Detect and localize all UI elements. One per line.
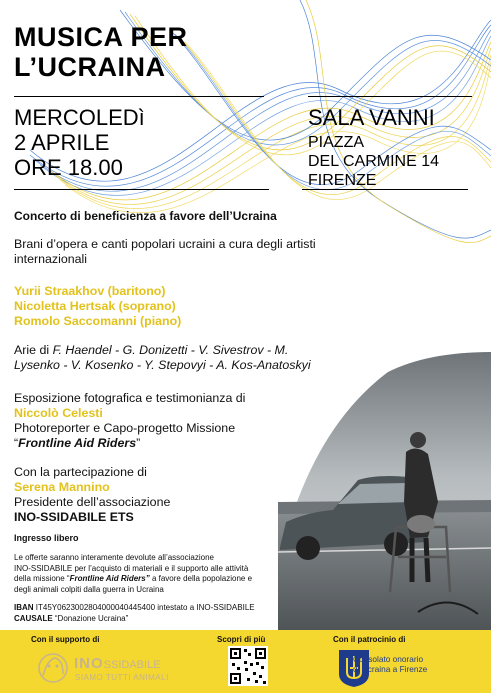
arias-prefix: Arie di (14, 343, 53, 357)
artist-2: Nicoletta Hertsak (soprano) (14, 299, 176, 313)
guest-role: Presidente dell’associazione (14, 495, 171, 509)
qr-code-icon[interactable] (228, 646, 268, 686)
venue-name: SALA VANNI (308, 105, 435, 130)
concert-subtitle: Concerto di beneficienza a favore dell’Ucraina (14, 209, 277, 223)
guest-organization: INO-SSIDABILE ETS (14, 510, 134, 524)
donation-line-3: della missione “Frontline Aid Riders” a favore della popolazione e (14, 574, 253, 583)
consulate-line-1: Consolato onorario (353, 654, 424, 664)
title-line-2: L’UCRAINA (14, 52, 166, 82)
venue-address-line-2: DEL CARMINE 14 (308, 153, 439, 170)
ino-ssidabile-tagline: SIAMO TUTTI ANIMALI (75, 673, 169, 682)
divider-bottom-left (14, 189, 269, 190)
consulate-name (353, 654, 427, 674)
support-label: Con il supporto di (31, 635, 100, 644)
intro-text (14, 237, 344, 267)
arias-composers-1: F. Haendel - G. Donizetti - V. Sivestrov - M. (52, 343, 289, 357)
venue-address-line-1: PIAZZA (308, 134, 365, 151)
bank-details (14, 603, 274, 624)
donation-line-4: degli animali colpiti dalla guerra in Ucraina (14, 584, 164, 594)
causale-line: CAUSALE “Donazione Ucraina” (14, 613, 129, 623)
divider-bottom-right (302, 189, 468, 190)
participation-line-1: Con la partecipazione di (14, 465, 147, 479)
exhibition-text (14, 391, 284, 451)
venue-address (308, 133, 439, 190)
footer-sponsors (0, 630, 491, 693)
artist-3: Romolo Saccomanni (piano) (14, 314, 182, 328)
event-day: MERCOLEDì (14, 105, 145, 130)
ino-ssidabile-name: INOSSIDABILE (74, 655, 161, 672)
event-date: 2 APRILE (14, 130, 110, 155)
consulate-line-2: di Ucraina a Firenze (353, 664, 428, 674)
exhibition-line-1: Esposizione fotografica e testimonianza di (14, 391, 246, 405)
title-line-1: MUSICA PER (14, 22, 188, 52)
iban-line: IBAN IT45Y0623002804000040445400 intestato a INO-SSIDABILE (14, 603, 255, 612)
donation-info (14, 553, 274, 595)
arias-composers-2: Lysenko - V. Kosenko - Y. Stepovyi - A. Kos-Anatoskyi (14, 358, 311, 372)
artists-list (14, 284, 344, 329)
intro-line-1: Brani d’opera e canti popolari ucraini a cura degli artisti (14, 237, 316, 251)
divider-top-left (14, 96, 264, 97)
poster-title (14, 22, 188, 82)
project-name: “Frontline Aid Riders” (14, 436, 141, 450)
event-datetime (14, 105, 145, 180)
venue-city: FIRENZE (308, 172, 377, 189)
patronage-label: Con il patrocinio di (333, 635, 406, 644)
photo-elderly-woman-walker (278, 352, 491, 632)
event-time: ORE 18.00 (14, 155, 123, 180)
more-info-label: Scopri di più (217, 635, 266, 644)
divider-top-right (308, 96, 472, 97)
venue (308, 105, 439, 190)
intro-line-2: internazionali (14, 252, 88, 266)
guest-name: Serena Mannino (14, 480, 110, 494)
artist-1: Yurii Straakhov (baritono) (14, 284, 166, 298)
participation-text (14, 465, 274, 525)
photographer-name: Niccolò Celesti (14, 406, 103, 420)
entry-info: Ingresso libero (14, 533, 79, 543)
donation-line-2: INO-SSIDABILE per l’acquisto di materiali e il supporto alle attività (14, 563, 249, 573)
donation-line-1: Le offerte saranno interamente devolute all’associazione (14, 553, 214, 562)
photographer-role: Photoreporter e Capo-progetto Missione (14, 421, 236, 435)
